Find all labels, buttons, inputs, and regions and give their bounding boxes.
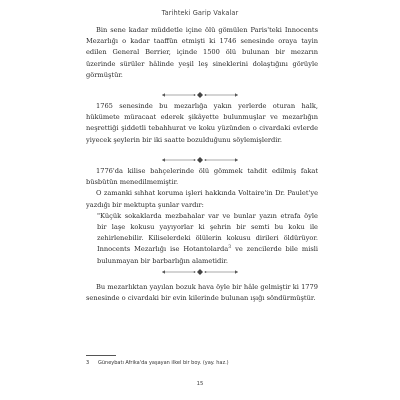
paragraph-1776-churchyards: 1776'da kilise bahçelerinde ölü gömmek tahdit edilmiş fakat büsbütün menedilmemiştir. (86, 167, 318, 187)
fleuron-divider-3 (160, 268, 240, 276)
text-block-1 (86, 25, 318, 81)
fleuron-divider-2 (160, 156, 240, 164)
footnote-text: Güneybatı Afrika'da yaşayan ilkel bir boy. (yay. haz.) (98, 360, 229, 366)
text-block-4 (86, 282, 318, 304)
fleuron-divider-1 (160, 91, 240, 99)
running-head: Tarihteki Garip Vakalar (161, 9, 239, 17)
footnote-reference: 3 (228, 245, 232, 251)
page-number: 15 (196, 381, 204, 387)
voltaire-quote (86, 211, 318, 267)
quote-text-part-1: "Küçük sokaklarda mezbahalar var ve bunlar yazın etrafa öyle bir laşe kokusu yayıyorlar ki şehrin bir semti bu koku ile zehirlenebilir. Kiliselerdeki ölülerin kokusu dirileri öldürüyor. Innocents Mezarlığı ise Hotantolarda (97, 211, 318, 254)
footnote-separator (86, 355, 116, 356)
footnote-number: 3 (86, 360, 90, 366)
paragraph-innocents-cemetery: Bin sene kadar müddetle içine ölü gömülen Paris'teki Innocents Mezarlığı o kadar taaffün etmişti ki 1746 senesinde oraya tayin edilen General Berrier, içinde 1500 ölü bulunan bir mezarın üzerinde sürüler hâlinde yeşil leş sineklerini dolaştığını görüyle görmüştür. (86, 26, 318, 79)
quote-text-part-2: ve zencilerde bile misli bulunmayan bir barbarlığın alametidir. (97, 245, 318, 265)
paragraph-1779-bad-air: Bu mezarlıktan yayılan bozuk hava öyle bir hâle gelmiştir ki 1779 senesinde o civardaki bir evin kilerinde bulunan ışığı söndürmüştür. (86, 283, 318, 303)
paragraph-voltaire-letter-intro: O zamanki sıhhat koruma işleri hakkında Voltaire'in Dr. Paulet'ye yazdığı bir mektupta şunlar vardır: (86, 189, 318, 209)
paragraph-1765-complaint: 1765 senesinde bu mezarlığa yakın yerlerde oturan halk, hükümete müracaat ederek şikâyette bulunmuşlar ve mezarlığın neşrettiği şiddetli tebahhurat ve koku yüzünden o civardaki evlerde yiyecek şeylerin bir iki saatte bozulduğunu söylemişlerdir. (86, 102, 318, 144)
text-block-3 (86, 166, 318, 267)
footnote (86, 360, 229, 366)
text-block-2 (86, 101, 318, 146)
